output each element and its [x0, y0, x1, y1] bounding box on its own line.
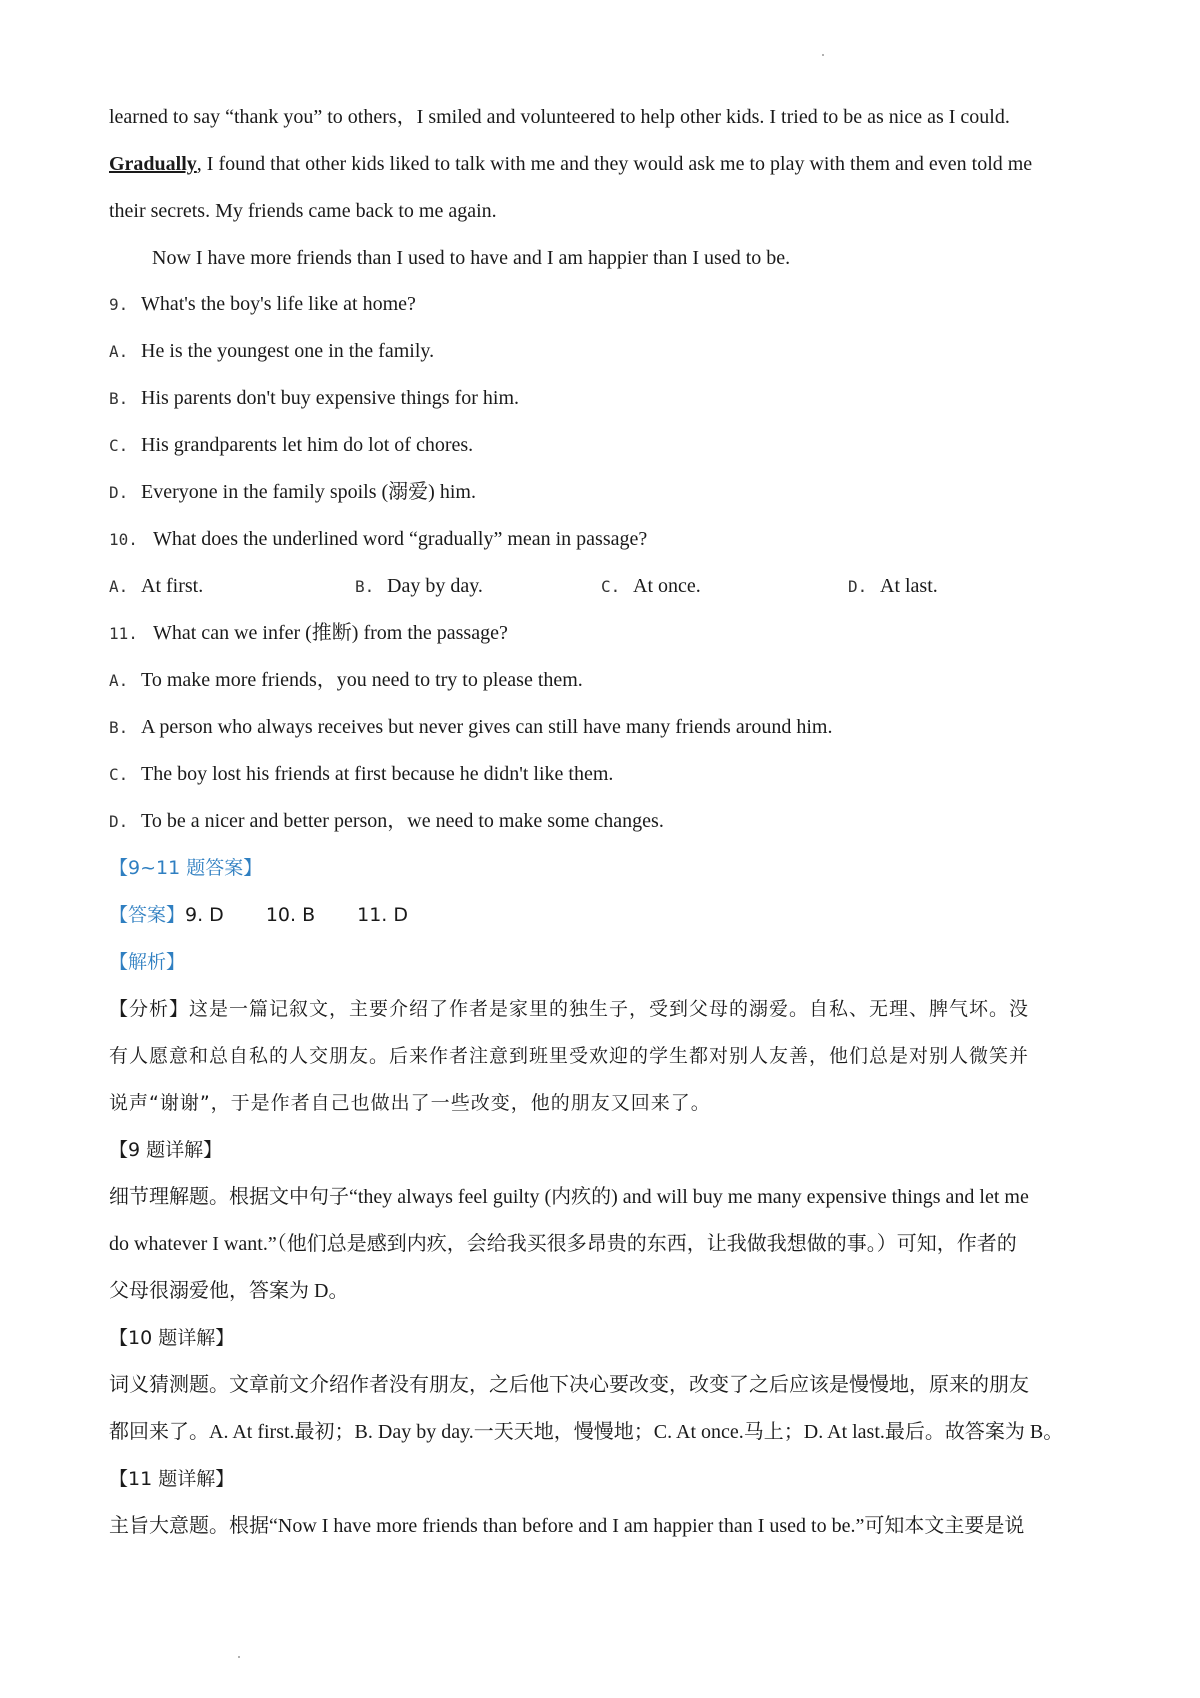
- option-letter: B.: [355, 577, 375, 596]
- option-text: At last.: [880, 575, 938, 597]
- passage-line: Now I have more friends than I used to have and I am happier than I used to be.: [152, 247, 791, 269]
- option-letter: A.: [109, 577, 129, 596]
- answer-value: 10. B: [265, 904, 316, 926]
- option-text: To be a nicer and better person，we need to make some changes.: [141, 810, 664, 832]
- analysis-line: 说声“谢谢”，于是作者自己也做出了一些改变，他的朋友又回来了。: [109, 1092, 711, 1114]
- detail-line: 词义猜测题。文章前文介绍作者没有朋友，之后他下决心要改变，改变了之后应该是慢慢地，原来的朋友: [109, 1374, 1029, 1396]
- question-stem: [109, 291, 416, 318]
- option-letter: C.: [109, 765, 129, 784]
- question-number: 11.: [109, 624, 138, 643]
- passage-line: [109, 151, 1032, 177]
- detail-heading: 【10 题详解】: [109, 1327, 235, 1349]
- answer-option: [109, 432, 473, 459]
- detail-heading: 【11 题详解】: [109, 1468, 235, 1490]
- scan-speck: [822, 54, 824, 56]
- answer-value: 11. D: [357, 904, 409, 926]
- passage-line: their secrets. My friends came back to me again.: [109, 200, 497, 222]
- option-letter: D.: [848, 577, 868, 596]
- option-text: His grandparents let him do lot of chores.: [141, 434, 474, 456]
- analysis-tag: 【解析】: [109, 951, 186, 973]
- answer-heading: 【9~11 题答案】: [109, 857, 263, 879]
- option-text: At first.: [141, 575, 204, 597]
- answer-option: [848, 573, 938, 600]
- answer-value: 9. D: [185, 904, 224, 926]
- question-text: What can we infer (推断) from the passage?: [153, 622, 508, 644]
- underlined-word: Gradually: [109, 153, 197, 175]
- option-letter: B.: [109, 718, 129, 737]
- option-text: Day by day.: [387, 575, 483, 597]
- detail-line: 主旨大意题。根据“Now I have more friends than before and I am happier than I used to be.”可知本文主要是说: [109, 1515, 1025, 1537]
- option-text: A person who always receives but never gives can still have many friends around him.: [141, 716, 833, 738]
- option-letter: C.: [601, 577, 621, 596]
- detail-line: 细节理解题。根据文中句子“they always feel guilty (内疚的) and will buy me many expensive things and let me: [109, 1186, 1029, 1208]
- option-text: His parents don't buy expensive things for him.: [141, 387, 519, 409]
- option-letter: B.: [109, 389, 129, 408]
- scan-speck: [238, 1656, 240, 1658]
- answer-option: [109, 573, 203, 600]
- answer-option: [601, 573, 701, 600]
- question-stem: [109, 526, 647, 553]
- answer-option: [355, 573, 483, 600]
- analysis-label: 【分析】: [109, 998, 190, 1020]
- answer-option: [109, 479, 476, 506]
- analysis-line: [109, 996, 1029, 1022]
- answer-option: [109, 338, 434, 365]
- detail-line: 父母很溺爱他，答案为 D。: [109, 1280, 349, 1302]
- answer-option: [109, 761, 613, 788]
- answer-option: [109, 385, 519, 412]
- answer-option: [109, 667, 583, 694]
- option-letter: D.: [109, 483, 129, 502]
- option-letter: A.: [109, 671, 129, 690]
- detail-heading: 【9 题详解】: [109, 1139, 223, 1161]
- question-text: What does the underlined word “gradually” mean in passage?: [153, 528, 648, 550]
- question-number: 10.: [109, 530, 138, 549]
- option-text: At once.: [633, 575, 701, 597]
- question-number: 9.: [109, 295, 129, 314]
- passage-text: , I found that other kids liked to talk with me and they would ask me to play with them and even told me: [196, 153, 1033, 175]
- answer-option: [109, 808, 664, 835]
- question-text: What's the boy's life like at home?: [141, 293, 416, 315]
- question-stem: [109, 620, 508, 647]
- option-text: Everyone in the family spoils (溺爱) him.: [141, 481, 476, 503]
- passage-line: learned to say “thank you” to others，I smiled and volunteered to help other kids. I tried to be as nice as I could.: [109, 106, 1010, 128]
- answer-option: [109, 714, 832, 741]
- detail-line: do whatever I want.”（他们总是感到内疚，会给我买很多昂贵的东西，让我做我想做的事。）可知，作者的: [109, 1233, 1017, 1255]
- analysis-line: 有人愿意和总自私的人交朋友。后来作者注意到班里受欢迎的学生都对别人友善，他们总是对别人微笑并: [109, 1045, 1030, 1067]
- answer-line: [109, 902, 408, 928]
- detail-line: 都回来了。A. At first.最初；B. Day by day.一天天地，慢慢地；C. At once.马上；D. At last.最后。故答案为 B。: [109, 1421, 1064, 1443]
- option-letter: A.: [109, 342, 129, 361]
- option-letter: D.: [109, 812, 129, 831]
- analysis-text: 这是一篇记叙文，主要介绍了作者是家里的独生子，受到父母的溺爱。自私、无理、脾气坏。没: [189, 998, 1030, 1020]
- option-letter: C.: [109, 436, 129, 455]
- option-text: He is the youngest one in the family.: [141, 340, 435, 362]
- option-text: The boy lost his friends at first because he didn't like them.: [141, 763, 614, 785]
- answer-tag: 【答案】: [109, 904, 186, 926]
- option-text: To make more friends，you need to try to please them.: [141, 669, 583, 691]
